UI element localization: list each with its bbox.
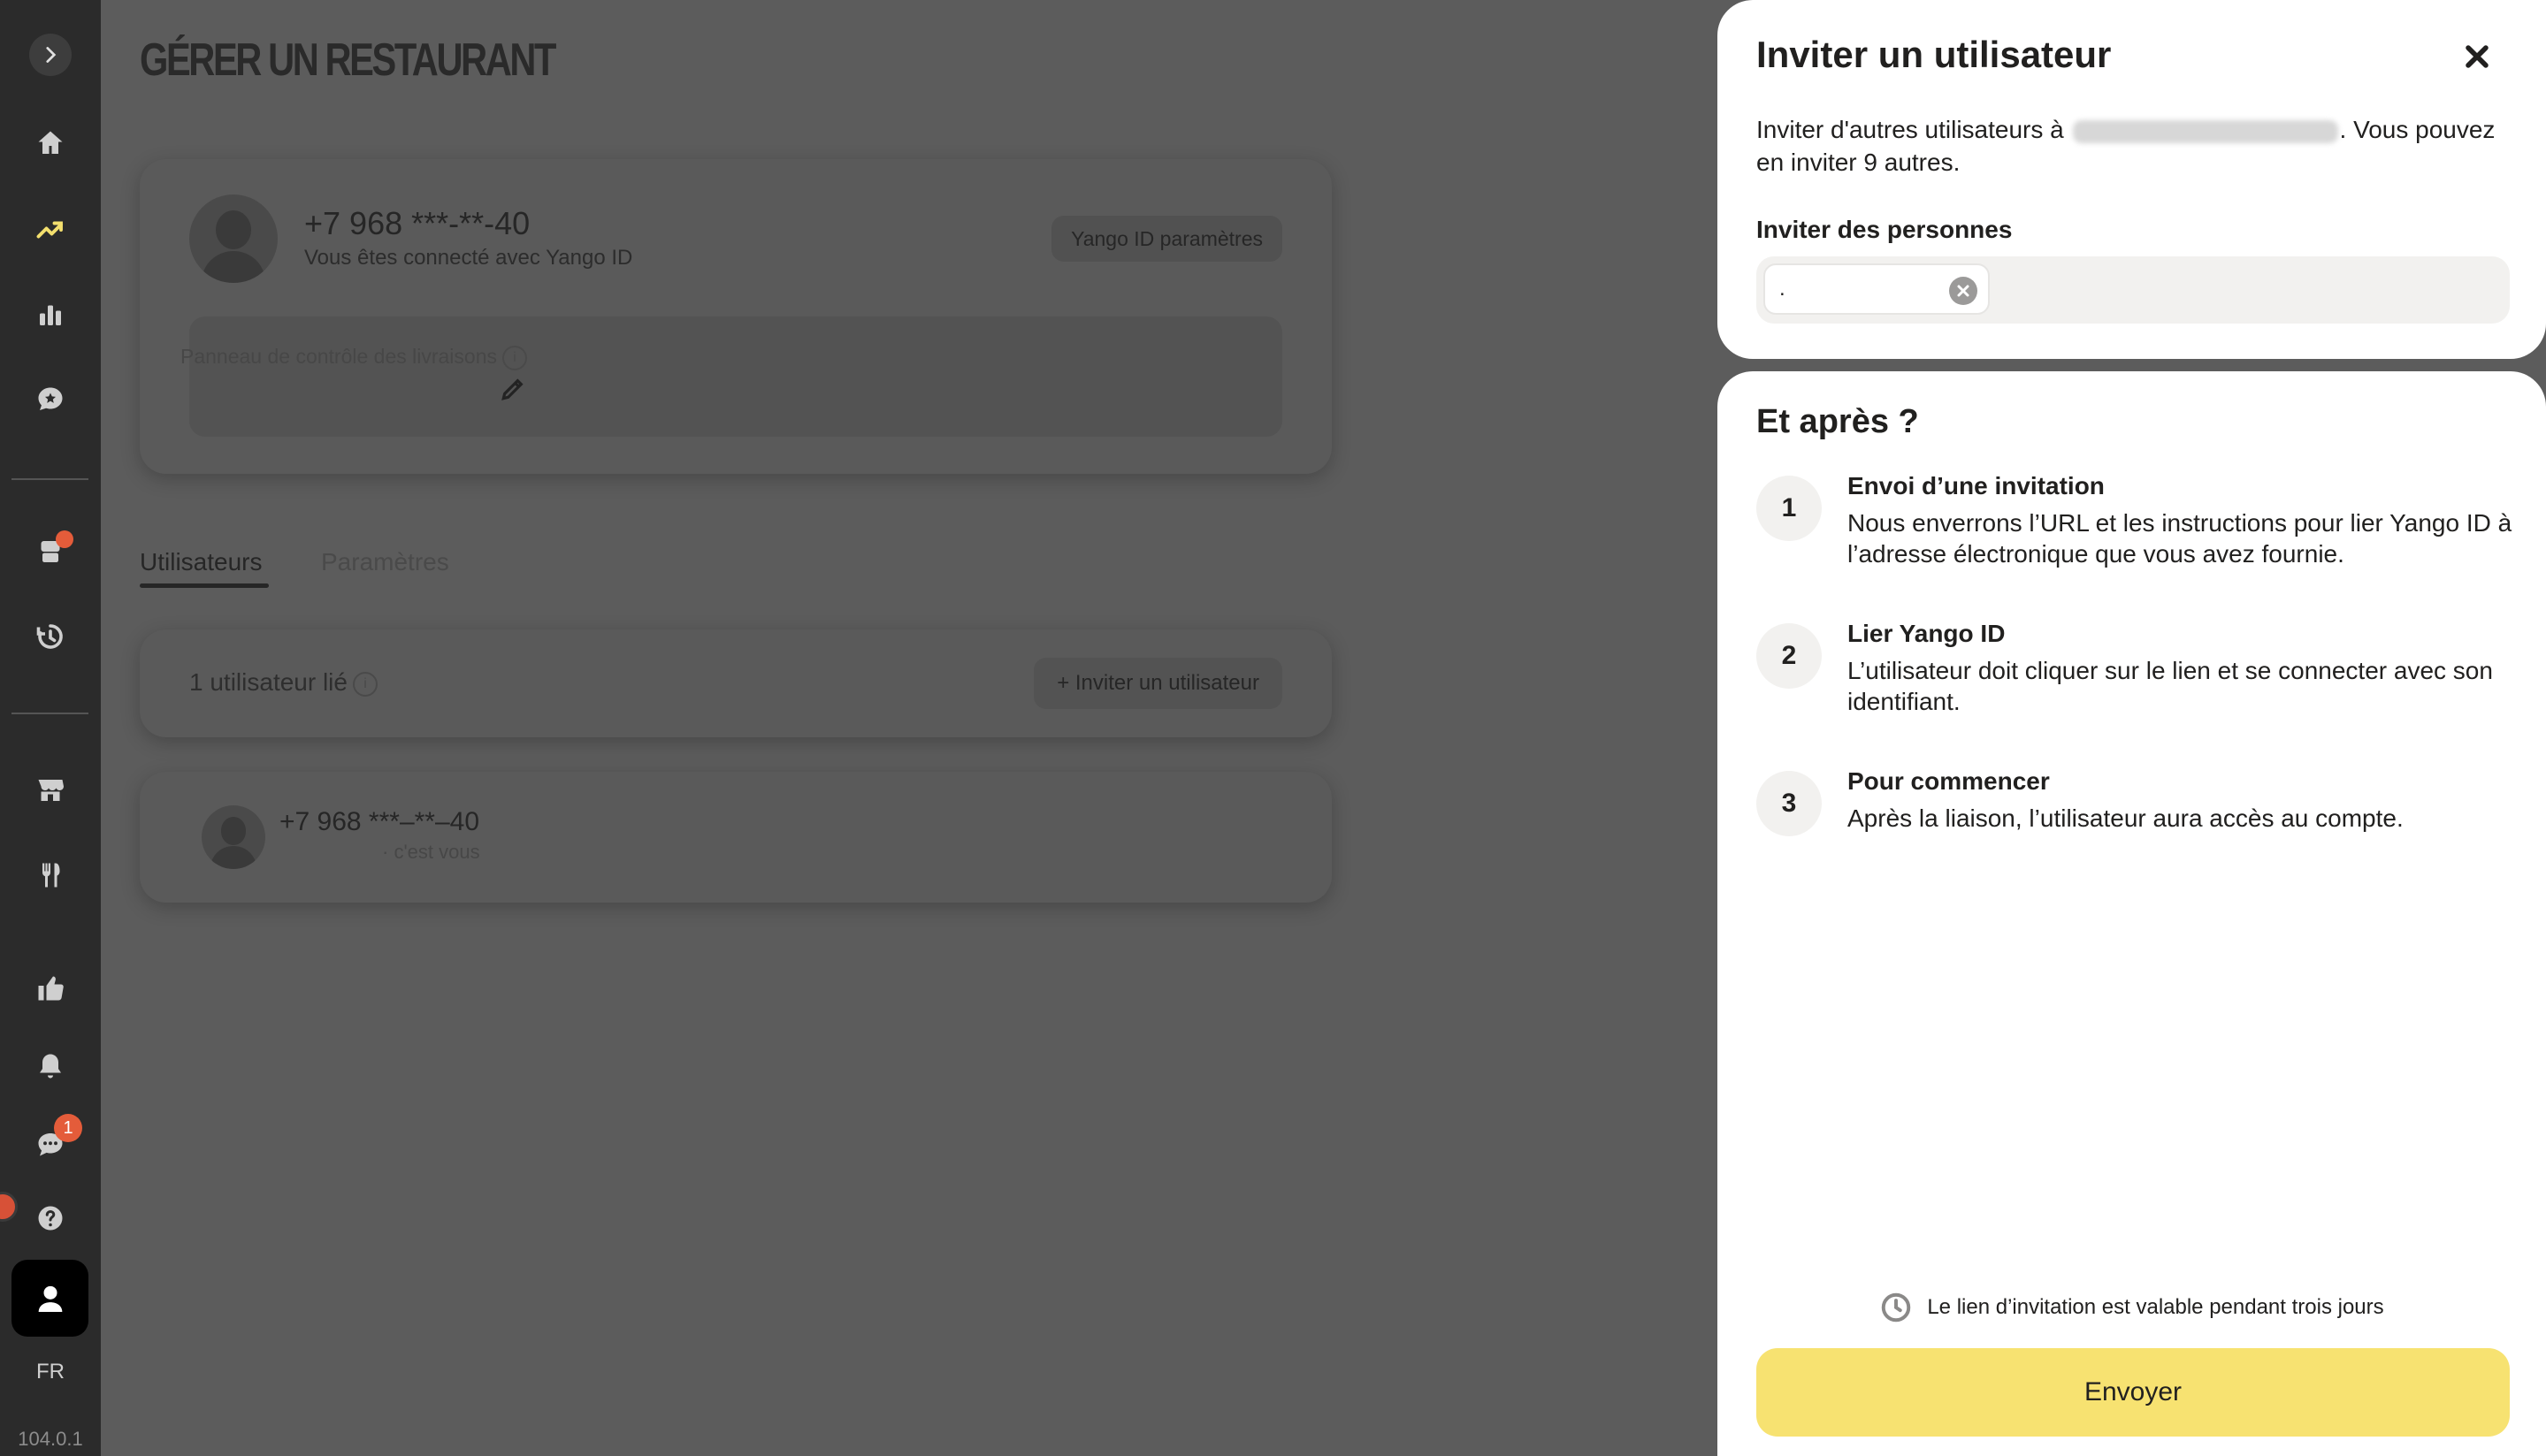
bell-icon	[34, 1050, 66, 1082]
floating-widget-icon[interactable]	[0, 1192, 18, 1222]
description-text-after: . Vous pouvez en inviter 9 autres.	[1756, 116, 2496, 176]
sidebar-item-orders[interactable]	[31, 532, 70, 571]
user-phone: +7 968 ***–**–40	[279, 807, 480, 836]
send-button[interactable]: Envoyer	[1756, 1348, 2510, 1437]
step-title: Envoi d’une invitation	[1847, 472, 2105, 499]
avatar	[189, 194, 278, 283]
info-icon[interactable]: i	[353, 672, 378, 697]
step-text: L’utilisateur doit cliquer sur le lien et se connecter avec son identifiant.	[1847, 657, 2493, 715]
chat-badge: 1	[54, 1114, 82, 1142]
sidebar-item-promotions[interactable]	[31, 969, 70, 1008]
account-phone: +7 968 ***-**-40	[304, 205, 531, 241]
dialog-description	[1756, 113, 2508, 179]
clear-icon	[1956, 284, 1970, 298]
sidebar-divider	[11, 478, 88, 480]
fork-knife-icon	[34, 859, 66, 891]
review-chat-icon	[34, 384, 66, 415]
current-user-note: · c'est vous	[382, 841, 480, 863]
invite-user-button[interactable]: + Inviter un utilisateur	[1034, 658, 1282, 709]
thumbs-up-icon	[34, 972, 66, 1004]
sidebar-item-notifications[interactable]	[31, 1047, 70, 1086]
step-number: 1	[1756, 476, 1822, 541]
sidebar-item-trends[interactable]	[31, 210, 70, 249]
linked-users-card	[140, 629, 1332, 737]
trending-up-icon	[34, 214, 66, 246]
invite-people-field[interactable]	[1756, 256, 2510, 324]
email-chip[interactable]	[1763, 263, 1990, 315]
blurred-restaurant-name	[2073, 120, 2338, 143]
bar-chart-icon	[34, 299, 66, 331]
sidebar-item-menu[interactable]	[31, 856, 70, 895]
step-text: Après la liaison, l’utilisateur aura accès au compte.	[1847, 804, 2404, 832]
account-subtitle: Vous êtes connecté avec Yango ID	[304, 246, 633, 270]
user-icon	[33, 1281, 68, 1316]
edit-icon[interactable]	[499, 375, 534, 410]
sidebar-item-home[interactable]	[31, 124, 70, 163]
storefront-icon	[34, 774, 66, 806]
user-row-card	[140, 772, 1332, 903]
sidebar-item-chat[interactable]	[31, 1117, 73, 1163]
sidebar-divider	[11, 713, 88, 714]
sidebar-item-statistics[interactable]	[31, 295, 70, 334]
validity-note-text: Le lien d’invitation est valable pendant trois jours	[1927, 1295, 2384, 1319]
linked-users-count	[189, 668, 378, 697]
sidebar-item-reviews[interactable]	[31, 380, 70, 419]
step-number: 2	[1756, 623, 1822, 689]
step-text: Nous enverrons l’URL et les instructions pour lier Yango ID à l’adresse électronique que vous avez fournie.	[1847, 509, 2512, 568]
next-steps-title: Et après ?	[1756, 403, 1919, 440]
sidebar	[0, 0, 101, 1456]
tab-users[interactable]: Utilisateurs	[140, 548, 263, 576]
notification-dot	[56, 530, 73, 548]
delivery-panel-label-text: Panneau de contrôle des livraisons	[180, 345, 498, 368]
linked-users-label: 1 utilisateur lié	[189, 668, 348, 696]
help-icon	[34, 1202, 66, 1234]
clock-icon	[1879, 1291, 1913, 1324]
description-text-before: Inviter d'autres utilisateurs à	[1756, 116, 2064, 143]
close-button[interactable]	[2458, 37, 2496, 76]
page-title: GÉRER UN RESTAURANT	[140, 34, 555, 86]
email-input[interactable]	[1779, 272, 1938, 306]
avatar	[202, 805, 265, 869]
step-number: 3	[1756, 771, 1822, 836]
chevron-right-icon	[39, 43, 62, 66]
app-version: 104.0.1	[18, 1428, 83, 1450]
invite-user-dialog	[1717, 0, 2546, 359]
language-switcher[interactable]: FR	[36, 1360, 65, 1384]
close-icon	[2462, 42, 2492, 72]
account-card	[140, 159, 1332, 474]
next-steps-panel	[1717, 371, 2546, 1456]
step-title: Lier Yango ID	[1847, 620, 2006, 647]
invite-people-label: Inviter des personnes	[1756, 216, 2013, 243]
sidebar-item-restaurant[interactable]	[31, 771, 70, 810]
validity-note	[1717, 1291, 2546, 1324]
step-title: Pour commencer	[1847, 767, 2050, 795]
clear-chip-button[interactable]	[1949, 277, 1977, 305]
history-icon	[34, 621, 66, 652]
delivery-panel-label	[180, 345, 527, 370]
sidebar-item-history[interactable]	[31, 617, 70, 656]
expand-sidebar-button[interactable]	[29, 34, 72, 76]
home-icon	[34, 127, 66, 159]
yango-id-settings-button[interactable]: Yango ID paramètres	[1051, 216, 1282, 262]
dialog-title: Inviter un utilisateur	[1756, 34, 2112, 75]
info-icon[interactable]: i	[502, 346, 527, 370]
active-tab-underline	[140, 583, 269, 588]
tab-settings[interactable]: Paramètres	[321, 548, 449, 576]
profile-button[interactable]	[11, 1260, 88, 1337]
delivery-panel-box	[189, 316, 1282, 437]
sidebar-item-help[interactable]	[31, 1199, 70, 1238]
